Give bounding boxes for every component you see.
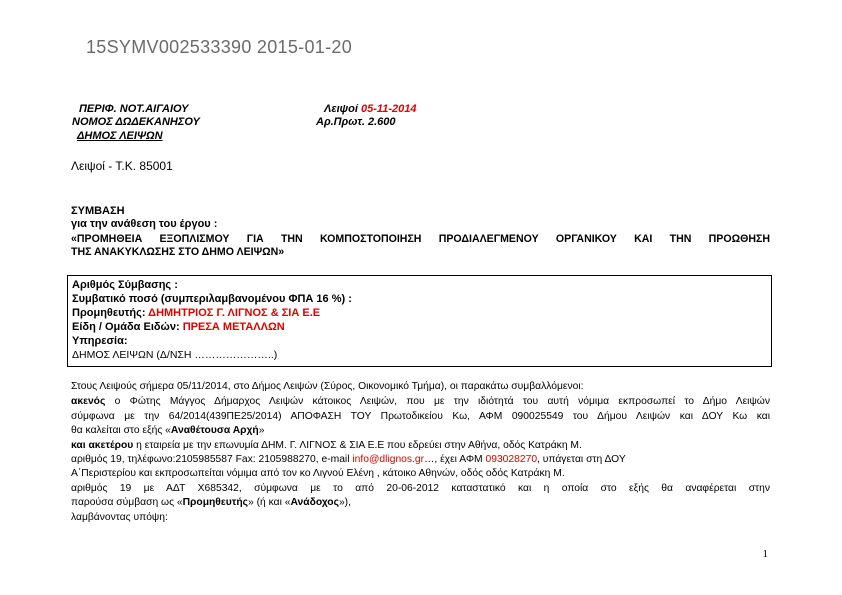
project-title-line2: ΤΗΣ ΑΝΑΚΥΚΛΩΣΗΣ ΣΤΟ ΔΗΜΟ ΛΕΙΨΩΝ»	[71, 246, 285, 258]
items-label: Είδη / Ομάδα Ειδών:	[72, 321, 180, 333]
page-number: 1	[762, 548, 768, 560]
body-line-2-lead: ακενός	[71, 396, 106, 407]
contracting-authority-term: Αναθέτουσα Αρχή	[170, 425, 259, 436]
body-line-5	[71, 440, 770, 451]
header-place: Λειψοί	[324, 103, 358, 115]
contract-details-box	[67, 275, 772, 367]
header-municipality: ΔΗΜΟΣ ΛΕΙΨΩΝ	[77, 130, 163, 142]
contract-number-label: Αριθμός Σύμβασης :	[72, 279, 178, 291]
contract-amount-label: Συμβατικό ποσό (συμπεριλαμβανομένου ΦΠΑ 16 %) :	[72, 293, 352, 305]
header-prefecture: ΝΟΜΟΣ ΔΩΔΕΚΑΝΗΣΟΥ	[72, 116, 200, 128]
body-line-9-post: »),	[338, 497, 351, 508]
header-place-date	[324, 103, 416, 115]
supplier-label: Προμηθευτής:	[72, 307, 146, 319]
service-label: Υπηρεσία:	[72, 335, 128, 347]
body-line-9	[71, 497, 770, 508]
document-id-stamp: 15SYMV002533390 2015-01-20	[86, 37, 353, 57]
supplier-value: ΔΗΜΗΤΡΙΟΣ Γ. ΛΙΓΝΟΣ & ΣΙΑ Ε.Ε	[148, 307, 321, 319]
body-line-2	[71, 396, 770, 407]
body-line-4-post: »	[258, 425, 265, 436]
body-line-10: λαμβάνοντας υπόψη:	[71, 512, 168, 523]
body-line-7: Α΄Περιστερίου και εκπροσωπείται νόμιμα από τον κο Λιγνού Ελένη , κάτοικο Αθηνών, οδός οδός Κατράκη Μ.	[71, 468, 565, 479]
contract-subtitle: για την ανάθεση του έργου :	[71, 218, 218, 230]
body-line-9-mid: » (ή και «	[248, 497, 291, 508]
service-value: ΔΗΜΟΣ ΛΕΙΨΩΝ (Δ/ΝΣΗ …………………..)	[72, 349, 278, 361]
body-line-2-text: ο Φώτης Μάγγος Δήμαρχος Λειψών κάτοικος Λειψών, που με την ιδιότητά του αυτή νόμιμα εκπροσωπεί το Δήμο Λειψών	[105, 396, 770, 407]
project-title-line1: «ΠΡΟΜΗΘΕΙΑ ΕΞΟΠΛΙΣΜΟΥ ΓΙΑ ΤΗΝ ΚΟΜΠΟΣΤΟΠΟΙΗΣΗ ΠΡΟΔΙΑΛΕΓΜΕΝΟΥ ΟΡΓΑΝΙΚΟΥ ΚΑΙ ΤΗΝ ΠΡΟΩΘΗΣΗ	[71, 233, 770, 245]
body-line-6	[71, 454, 770, 465]
contract-title: ΣΥΜΒΑΣΗ	[71, 205, 125, 217]
body-line-9-pre: παρούσα σύμβαση ως «	[71, 497, 183, 508]
body-line-8: αριθμός 19 με ΑΔΤ Χ685342, σύμφωνα με το από 20-06-2012 καταστατικό και η οποία στο εξής θα αναφέρεται στην	[71, 483, 770, 494]
tax-id-value: 093028270	[485, 454, 538, 465]
body-line-4-pre: θα καλείται στο εξής «	[71, 425, 171, 436]
supplier-row	[72, 307, 320, 319]
header-protocol: Αρ.Πρωτ. 2.600	[316, 116, 396, 128]
header-region: ΠΕΡΙΦ. ΝΟΤ.ΑΙΓΑΙΟΥ	[79, 103, 189, 115]
body-line-4	[71, 425, 770, 436]
body-line-6-pre: αριθμός 19, τηλέφωνο:2105985587 Fax: 2105988270, e-mail	[71, 454, 353, 465]
body-line-1: Στους Λειψούς σήμερα 05/11/2014, στο Δήμος Λειψών (Σύρος, Οικονομικό Τμήμα), οι παρακάτω συμβαλλόμενοι:	[71, 381, 584, 392]
body-line-6-mid: …, έχει ΑΦΜ	[424, 454, 486, 465]
body-line-5-text: η εταιρεία με την επωνυμία ΔΗΜ. Γ. ΛΙΓΝΟΣ & ΣΙΑ Ε.Ε που εδρεύει στην Αθήνα, οδός Κατράκη Μ.	[133, 440, 582, 451]
header-date: 05-11-2014	[361, 103, 417, 115]
body-line-6-post: , υπάγεται στη ΔΟΥ	[537, 454, 626, 465]
supplier-term: Προμηθευτής	[182, 497, 248, 508]
contractor-term: Ανάδοχος	[290, 497, 339, 508]
body-line-5-lead: και ακετέρου	[71, 440, 134, 451]
items-value: ΠΡΕΣΑ ΜΕΤΑΛΛΩΝ	[182, 321, 285, 333]
items-row	[72, 321, 285, 333]
email-link[interactable]: info@dlignos.gr	[352, 454, 425, 465]
body-line-3: σύμφωνα με την 64/2014(439ΠΕ25/2014) ΑΠΟΦΑΣΗ ΤΟΥ Πρωτοδικείου Κω, ΑΦΜ 090025549 του Δήμου Λειψών και ΔΟΥ Κω και	[71, 411, 770, 422]
header-address: Λειψοί - Τ.Κ. 85001	[71, 159, 173, 173]
